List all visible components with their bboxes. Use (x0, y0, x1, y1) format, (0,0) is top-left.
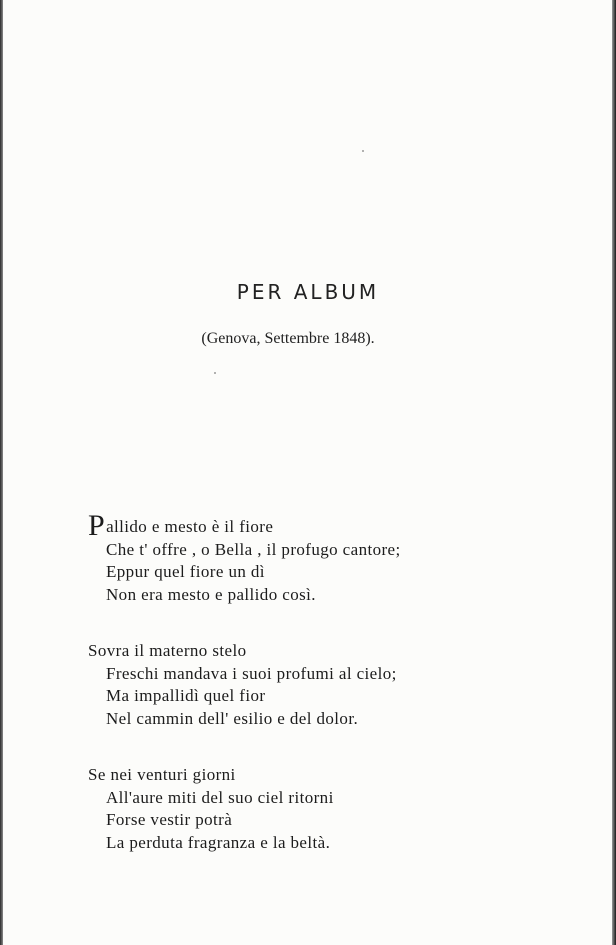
print-speck (214, 372, 216, 374)
stanza-1 (88, 509, 528, 606)
poem-line: All'aure miti del suo ciel ritorni (106, 787, 334, 807)
page-left-edge (0, 0, 3, 945)
poem-line: Che t' offre , o Bella , il profugo cantore; (106, 539, 401, 559)
poem-line: Non era mesto e pallido così. (106, 584, 316, 604)
poem-line (88, 509, 528, 542)
poem-line: Freschi mandava i suoi profumi al cielo; (106, 663, 397, 683)
print-speck (362, 150, 364, 152)
poem-body (88, 509, 528, 888)
drop-cap: P (88, 509, 106, 542)
stanza-3 (88, 764, 528, 854)
poem-subtitle: (Genova, Settembre 1848). (201, 330, 375, 347)
stanza-2 (88, 640, 528, 730)
poem-line: La perduta fragranza e la beltà. (106, 832, 331, 852)
poem-line: Eppur quel fiore un dì (106, 562, 265, 581)
poem-line-text: allido e mesto è il fiore (106, 517, 274, 536)
poem-line: Nel cammin dell' esilio e del dolor. (106, 708, 359, 728)
poem-title: PER ALBUM (236, 280, 380, 304)
poem-line: Sovra il materno stelo (88, 641, 247, 660)
poem-line: Se nei venturi giorni (88, 765, 236, 784)
page-right-edge (612, 0, 616, 945)
poem-line: Forse vestir potrà (106, 810, 233, 829)
poem-line: Ma impallidì quel fior (106, 686, 266, 705)
